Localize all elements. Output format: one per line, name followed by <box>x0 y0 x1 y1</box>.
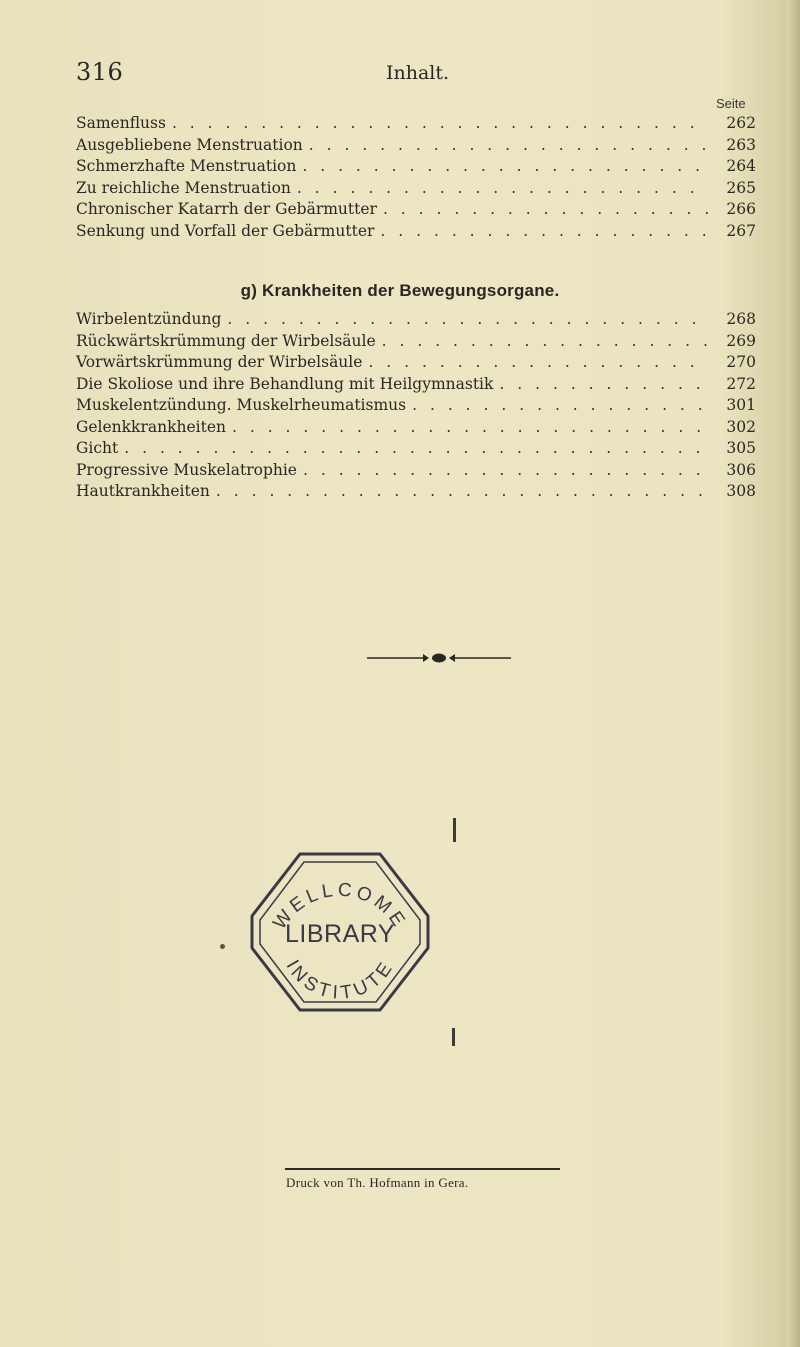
pen-mark <box>453 818 456 842</box>
toc-entry-page: 262 <box>726 114 756 132</box>
toc-entry-title: Gelenkkrankheiten <box>76 417 226 436</box>
dot-leader <box>124 439 708 457</box>
pen-mark <box>452 1028 455 1046</box>
section-letter: g) <box>240 281 258 300</box>
dot-leader <box>172 114 708 132</box>
toc-list-section <box>76 310 756 504</box>
toc-entry-title: Zu reichliche Menstruation <box>76 178 291 197</box>
toc-entry-page: 267 <box>726 221 756 240</box>
toc-entry <box>76 375 756 397</box>
toc-entry-page: 264 <box>726 157 756 175</box>
imprint-rule <box>285 1168 560 1170</box>
toc-entry-page: 301 <box>726 396 756 414</box>
dot-leader <box>412 396 708 414</box>
library-stamp <box>240 832 440 1032</box>
toc-entry <box>76 439 756 461</box>
toc-entry <box>76 418 756 440</box>
dot-leader <box>227 310 708 328</box>
toc-entry-page: 268 <box>726 310 756 328</box>
toc-entry <box>76 396 756 418</box>
page-header <box>76 58 756 94</box>
toc-entry-page: 308 <box>726 482 756 500</box>
toc-entry-page: 269 <box>726 331 756 350</box>
running-title: Inhalt. <box>386 62 450 84</box>
dot-leader <box>232 418 708 436</box>
dot-leader <box>303 461 708 479</box>
dot-leader <box>297 179 708 197</box>
toc-entry <box>76 482 756 504</box>
stamp-label: LIBRARY <box>284 920 396 948</box>
toc-entry-title: Chronischer Katarrh der Gebärmutter <box>76 200 377 218</box>
toc-entry-title: Ausgebliebene Menstruation <box>76 135 303 154</box>
toc-entry-page: 270 <box>726 353 756 371</box>
dot-leader <box>382 332 708 350</box>
toc-entry-title: Samenfluss <box>76 114 166 132</box>
section-title: Krankheiten der Bewegungsorgane. <box>262 281 560 300</box>
stamp-ring-bottom: INSTITUTE <box>281 955 399 1004</box>
toc-entry-title: Muskelentzündung. Muskelrheumatismus <box>76 396 407 414</box>
dot-leader <box>499 375 708 393</box>
toc-entry <box>76 157 756 179</box>
toc-entry-title: Die Skoliose und ihre Behandlung mit Heilgymnastik <box>76 374 494 393</box>
dot-leader <box>302 157 708 175</box>
toc-entry <box>76 353 756 375</box>
dot-leader <box>216 482 708 500</box>
section-heading <box>0 281 800 301</box>
toc-entry <box>76 461 756 483</box>
printer-imprint: Druck von Th. Hofmann in Gera. <box>286 1175 469 1190</box>
toc-entry <box>76 332 756 354</box>
stamp-ring-top: WELLCOME <box>269 879 411 934</box>
toc-list-top <box>76 114 756 243</box>
page-number: 316 <box>76 58 124 86</box>
page-edge <box>786 0 800 1347</box>
toc-entry-page: 305 <box>726 439 756 457</box>
toc-entry <box>76 179 756 201</box>
toc-entry-title: Gicht <box>76 439 119 457</box>
toc-entry <box>76 310 756 332</box>
toc-entry <box>76 222 756 244</box>
dot-leader <box>309 136 708 154</box>
toc-entry-title: Vorwärtskrümmung der Wirbelsäule <box>76 353 363 371</box>
end-ornament <box>367 651 511 665</box>
toc-entry-page: 266 <box>726 200 756 218</box>
toc-entry-title: Hautkrankheiten <box>76 482 210 500</box>
toc-entry-title: Wirbelentzündung <box>76 310 222 328</box>
toc-entry <box>76 136 756 158</box>
toc-entry-title: Schmerzhafte Menstruation <box>76 157 297 175</box>
dot-leader <box>368 353 708 371</box>
toc-entry-title: Senkung und Vorfall der Gebärmutter <box>76 221 375 240</box>
toc-entry-page: 272 <box>726 374 756 393</box>
toc-entry <box>76 200 756 222</box>
dot-leader <box>380 222 708 240</box>
toc-entry <box>76 114 756 136</box>
dot-leader <box>383 200 708 218</box>
toc-entry-title: Rückwärtskrümmung der Wirbelsäule <box>76 331 376 350</box>
toc-entry-title: Progressive Muskelatrophie <box>76 460 297 479</box>
toc-entry-page: 306 <box>726 460 756 479</box>
toc-entry-page: 302 <box>726 417 756 436</box>
toc-entry-page: 263 <box>726 135 756 154</box>
toc-entry-page: 265 <box>726 178 756 197</box>
ink-speck <box>220 944 225 949</box>
page-column-label: Seite <box>716 96 746 111</box>
